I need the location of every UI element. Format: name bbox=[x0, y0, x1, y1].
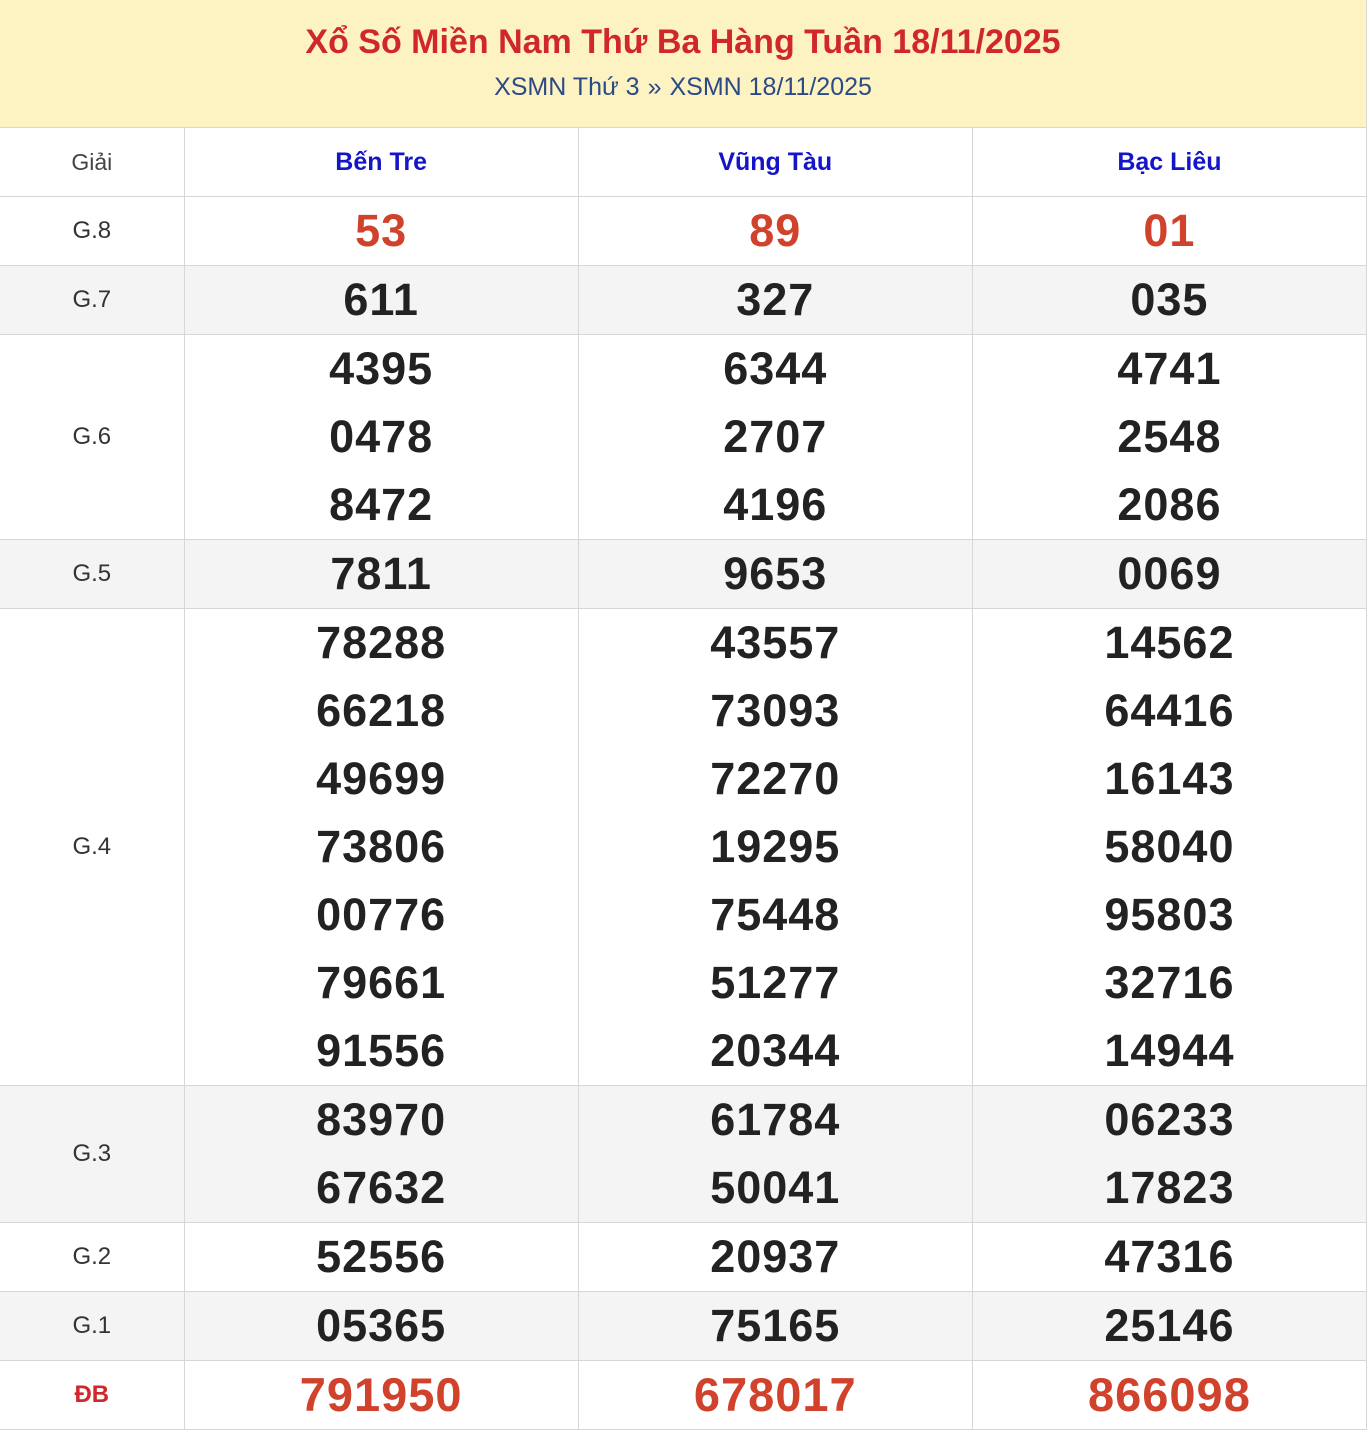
prize-label: G.6 bbox=[0, 335, 184, 540]
prize-number: 4741 bbox=[1117, 343, 1222, 394]
prize-cell bbox=[184, 1086, 578, 1223]
prize-number: 50041 bbox=[710, 1162, 841, 1213]
prize-number: 05365 bbox=[316, 1300, 447, 1351]
prize-cell bbox=[184, 197, 578, 266]
prize-number: 79661 bbox=[316, 957, 447, 1008]
prize-number: 51277 bbox=[710, 957, 841, 1008]
prize-number: 2707 bbox=[723, 411, 828, 462]
prize-row bbox=[0, 540, 1367, 609]
prize-cell bbox=[578, 197, 972, 266]
prize-number: 7811 bbox=[330, 548, 432, 599]
prize-label: G.3 bbox=[0, 1086, 184, 1223]
prize-number: 2086 bbox=[1117, 479, 1222, 530]
prize-cell bbox=[972, 540, 1366, 609]
prize-label: ĐB bbox=[0, 1361, 184, 1430]
results-table bbox=[0, 128, 1367, 1430]
prize-number: 73806 bbox=[316, 821, 447, 872]
prize-number: 678017 bbox=[693, 1368, 857, 1421]
prize-cell bbox=[184, 609, 578, 1086]
prize-number: 16143 bbox=[1104, 753, 1235, 804]
prize-number: 6344 bbox=[723, 343, 828, 394]
prize-row bbox=[0, 335, 1367, 540]
prize-number: 00776 bbox=[316, 889, 447, 940]
prize-number: 14944 bbox=[1104, 1025, 1235, 1076]
province-header-vung-tau[interactable]: Vũng Tàu bbox=[578, 128, 972, 197]
prize-cell bbox=[972, 266, 1366, 335]
prize-number: 611 bbox=[343, 274, 419, 325]
prize-row bbox=[0, 1361, 1367, 1430]
prize-label: G.7 bbox=[0, 266, 184, 335]
prize-number: 17823 bbox=[1104, 1162, 1235, 1213]
prize-cell bbox=[184, 1292, 578, 1361]
breadcrumb-separator: » bbox=[647, 73, 662, 101]
prize-row bbox=[0, 197, 1367, 266]
results-body bbox=[0, 197, 1367, 1430]
prize-number: 20937 bbox=[710, 1231, 841, 1282]
prize-cell bbox=[578, 1361, 972, 1430]
prize-cell bbox=[578, 335, 972, 540]
prize-number: 2548 bbox=[1117, 411, 1222, 462]
breadcrumb-link-date[interactable]: XSMN 18/11/2025 bbox=[669, 73, 872, 101]
prize-cell bbox=[184, 335, 578, 540]
table-header-row bbox=[0, 128, 1367, 197]
prize-number: 53 bbox=[355, 205, 408, 256]
prize-label: G.5 bbox=[0, 540, 184, 609]
prize-cell bbox=[972, 1086, 1366, 1223]
prize-number: 035 bbox=[1130, 274, 1209, 325]
prize-row bbox=[0, 266, 1367, 335]
prize-number: 75165 bbox=[710, 1300, 841, 1351]
prize-cell bbox=[184, 540, 578, 609]
prize-cell bbox=[184, 1223, 578, 1292]
prize-label: G.8 bbox=[0, 197, 184, 266]
prize-number: 91556 bbox=[316, 1025, 447, 1076]
prize-cell bbox=[578, 1086, 972, 1223]
prize-number: 52556 bbox=[316, 1231, 447, 1282]
prize-cell bbox=[578, 266, 972, 335]
province-header-ben-tre[interactable]: Bến Tre bbox=[184, 128, 578, 197]
prize-label: G.1 bbox=[0, 1292, 184, 1361]
prize-number: 14562 bbox=[1104, 617, 1235, 668]
province-header-bac-lieu[interactable]: Bạc Liêu bbox=[972, 128, 1366, 197]
prize-number: 73093 bbox=[710, 685, 841, 736]
prize-number: 4395 bbox=[329, 343, 434, 394]
prize-number: 95803 bbox=[1104, 889, 1235, 940]
prize-cell bbox=[578, 1292, 972, 1361]
prize-number: 83970 bbox=[316, 1094, 447, 1145]
prize-number: 06233 bbox=[1104, 1094, 1235, 1145]
prize-column-header: Giải bbox=[0, 128, 184, 197]
prize-label: G.2 bbox=[0, 1223, 184, 1292]
prize-number: 4196 bbox=[723, 479, 828, 530]
prize-number: 47316 bbox=[1104, 1231, 1235, 1282]
prize-number: 20344 bbox=[710, 1025, 841, 1076]
prize-cell bbox=[972, 609, 1366, 1086]
prize-cell bbox=[972, 335, 1366, 540]
prize-row bbox=[0, 1086, 1367, 1223]
prize-number: 64416 bbox=[1104, 685, 1235, 736]
prize-number: 89 bbox=[749, 205, 802, 256]
prize-cell bbox=[972, 1223, 1366, 1292]
prize-number: 32716 bbox=[1104, 957, 1235, 1008]
breadcrumb-link-weekday[interactable]: XSMN Thứ 3 bbox=[494, 73, 640, 101]
prize-row bbox=[0, 1223, 1367, 1292]
prize-cell bbox=[578, 540, 972, 609]
prize-number: 61784 bbox=[710, 1094, 841, 1145]
prize-number: 19295 bbox=[710, 821, 841, 872]
prize-row bbox=[0, 1292, 1367, 1361]
prize-number: 67632 bbox=[316, 1162, 447, 1213]
prize-number: 72270 bbox=[710, 753, 841, 804]
prize-label: G.4 bbox=[0, 609, 184, 1086]
prize-cell bbox=[184, 1361, 578, 1430]
prize-number: 327 bbox=[736, 274, 815, 325]
prize-row bbox=[0, 609, 1367, 1086]
prize-cell bbox=[972, 1292, 1366, 1361]
prize-number: 25146 bbox=[1104, 1300, 1235, 1351]
prize-number: 8472 bbox=[329, 479, 434, 530]
prize-number: 75448 bbox=[710, 889, 841, 940]
prize-number: 58040 bbox=[1104, 821, 1235, 872]
prize-number: 0478 bbox=[329, 411, 434, 462]
prize-number: 43557 bbox=[710, 617, 841, 668]
prize-number: 78288 bbox=[316, 617, 447, 668]
prize-number: 66218 bbox=[316, 685, 447, 736]
breadcrumb bbox=[0, 72, 1366, 102]
prize-cell bbox=[578, 1223, 972, 1292]
page-title: Xổ Số Miền Nam Thứ Ba Hàng Tuần 18/11/2025 bbox=[305, 23, 1061, 61]
prize-cell bbox=[578, 609, 972, 1086]
prize-cell bbox=[972, 197, 1366, 266]
prize-number: 866098 bbox=[1088, 1368, 1251, 1421]
prize-cell bbox=[184, 266, 578, 335]
prize-number: 9653 bbox=[723, 548, 828, 599]
prize-cell bbox=[972, 1361, 1366, 1430]
prize-number: 49699 bbox=[316, 753, 447, 804]
results-header bbox=[0, 0, 1366, 128]
prize-number: 01 bbox=[1143, 205, 1196, 256]
prize-number: 791950 bbox=[299, 1368, 463, 1421]
prize-number: 0069 bbox=[1117, 548, 1222, 599]
